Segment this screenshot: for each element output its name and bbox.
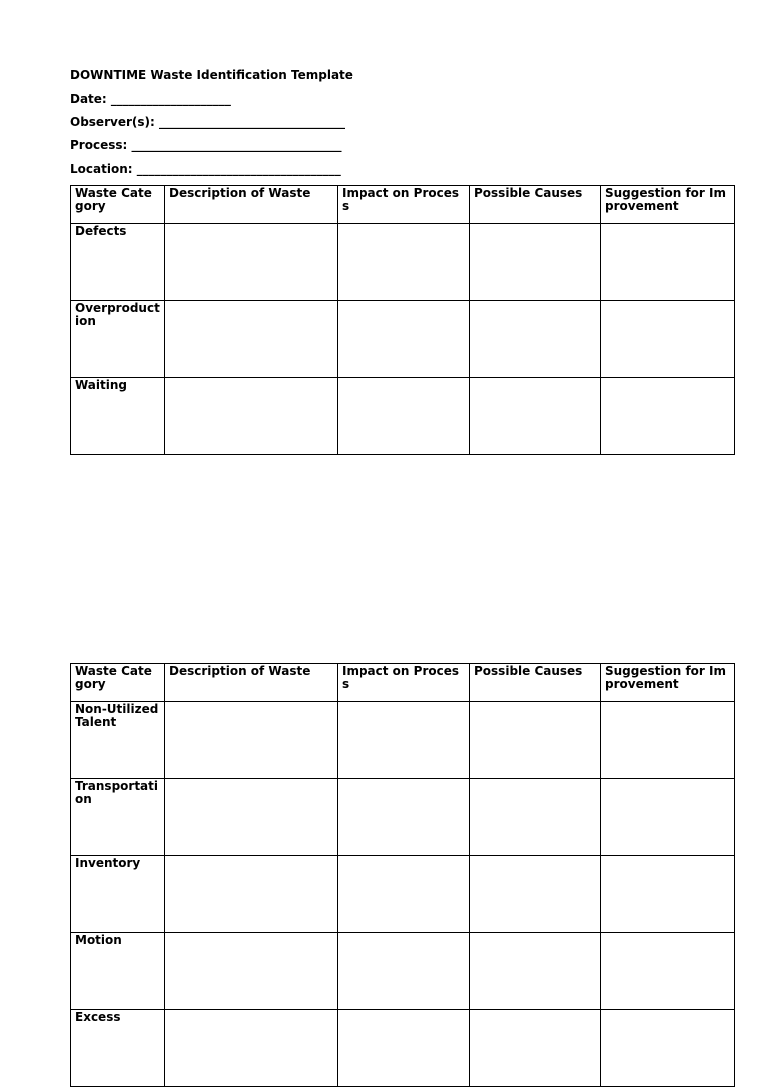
table-row xyxy=(71,224,735,301)
table-row xyxy=(71,933,735,1010)
impact-cell[interactable] xyxy=(338,702,470,779)
table-row xyxy=(71,702,735,779)
table-row xyxy=(71,1010,735,1087)
header-description: Description of Waste xyxy=(165,664,338,702)
description-cell[interactable] xyxy=(165,224,338,301)
suggestion-cell[interactable] xyxy=(601,1010,735,1087)
date-field[interactable]: Date: ____________________ xyxy=(70,92,231,106)
header-impact: Impact on Process xyxy=(338,664,470,702)
header-causes: Possible Causes xyxy=(470,664,601,702)
header-causes: Possible Causes xyxy=(470,186,601,224)
causes-cell[interactable] xyxy=(470,856,601,933)
description-cell[interactable] xyxy=(165,378,338,455)
description-cell[interactable] xyxy=(165,779,338,856)
description-cell[interactable] xyxy=(165,301,338,378)
category-cell: Non-Utilized Talent xyxy=(71,702,165,779)
category-cell: Defects xyxy=(71,224,165,301)
header-suggestion: Suggestion for Improvement xyxy=(601,186,735,224)
table-row xyxy=(71,779,735,856)
suggestion-cell[interactable] xyxy=(601,779,735,856)
category-cell: Transportation xyxy=(71,779,165,856)
suggestion-cell[interactable] xyxy=(601,933,735,1010)
impact-cell[interactable] xyxy=(338,1010,470,1087)
table-row xyxy=(71,378,735,455)
header-waste-category: Waste Category xyxy=(71,664,165,702)
causes-cell[interactable] xyxy=(470,301,601,378)
header-suggestion: Suggestion for Improvement xyxy=(601,664,735,702)
category-cell: Inventory xyxy=(71,856,165,933)
description-cell[interactable] xyxy=(165,702,338,779)
table-row xyxy=(71,301,735,378)
header-waste-category: Waste Category xyxy=(71,186,165,224)
impact-cell[interactable] xyxy=(338,933,470,1010)
impact-cell[interactable] xyxy=(338,856,470,933)
causes-cell[interactable] xyxy=(470,933,601,1010)
impact-cell[interactable] xyxy=(338,378,470,455)
suggestion-cell[interactable] xyxy=(601,378,735,455)
process-field[interactable]: Process: ___________________________________ xyxy=(70,138,342,152)
causes-cell[interactable] xyxy=(470,224,601,301)
suggestion-cell[interactable] xyxy=(601,702,735,779)
waste-table-2 xyxy=(70,663,735,1087)
table-header-row xyxy=(71,186,735,224)
suggestion-cell[interactable] xyxy=(601,301,735,378)
suggestion-cell[interactable] xyxy=(601,856,735,933)
impact-cell[interactable] xyxy=(338,779,470,856)
causes-cell[interactable] xyxy=(470,779,601,856)
suggestion-cell[interactable] xyxy=(601,224,735,301)
description-cell[interactable] xyxy=(165,933,338,1010)
header-description: Description of Waste xyxy=(165,186,338,224)
category-cell: Excess xyxy=(71,1010,165,1087)
category-cell: Overproduction xyxy=(71,301,165,378)
impact-cell[interactable] xyxy=(338,224,470,301)
location-field[interactable]: Location: __________________________________ xyxy=(70,162,341,176)
causes-cell[interactable] xyxy=(470,378,601,455)
description-cell[interactable] xyxy=(165,1010,338,1087)
causes-cell[interactable] xyxy=(470,1010,601,1087)
description-cell[interactable] xyxy=(165,856,338,933)
observer-field[interactable]: Observer(s): _______________________________ xyxy=(70,115,345,129)
category-cell: Motion xyxy=(71,933,165,1010)
document-title: DOWNTIME Waste Identification Template xyxy=(70,68,353,82)
table-row xyxy=(71,856,735,933)
category-cell: Waiting xyxy=(71,378,165,455)
header-impact: Impact on Process xyxy=(338,186,470,224)
impact-cell[interactable] xyxy=(338,301,470,378)
waste-table-1 xyxy=(70,185,735,455)
causes-cell[interactable] xyxy=(470,702,601,779)
table-header-row xyxy=(71,664,735,702)
